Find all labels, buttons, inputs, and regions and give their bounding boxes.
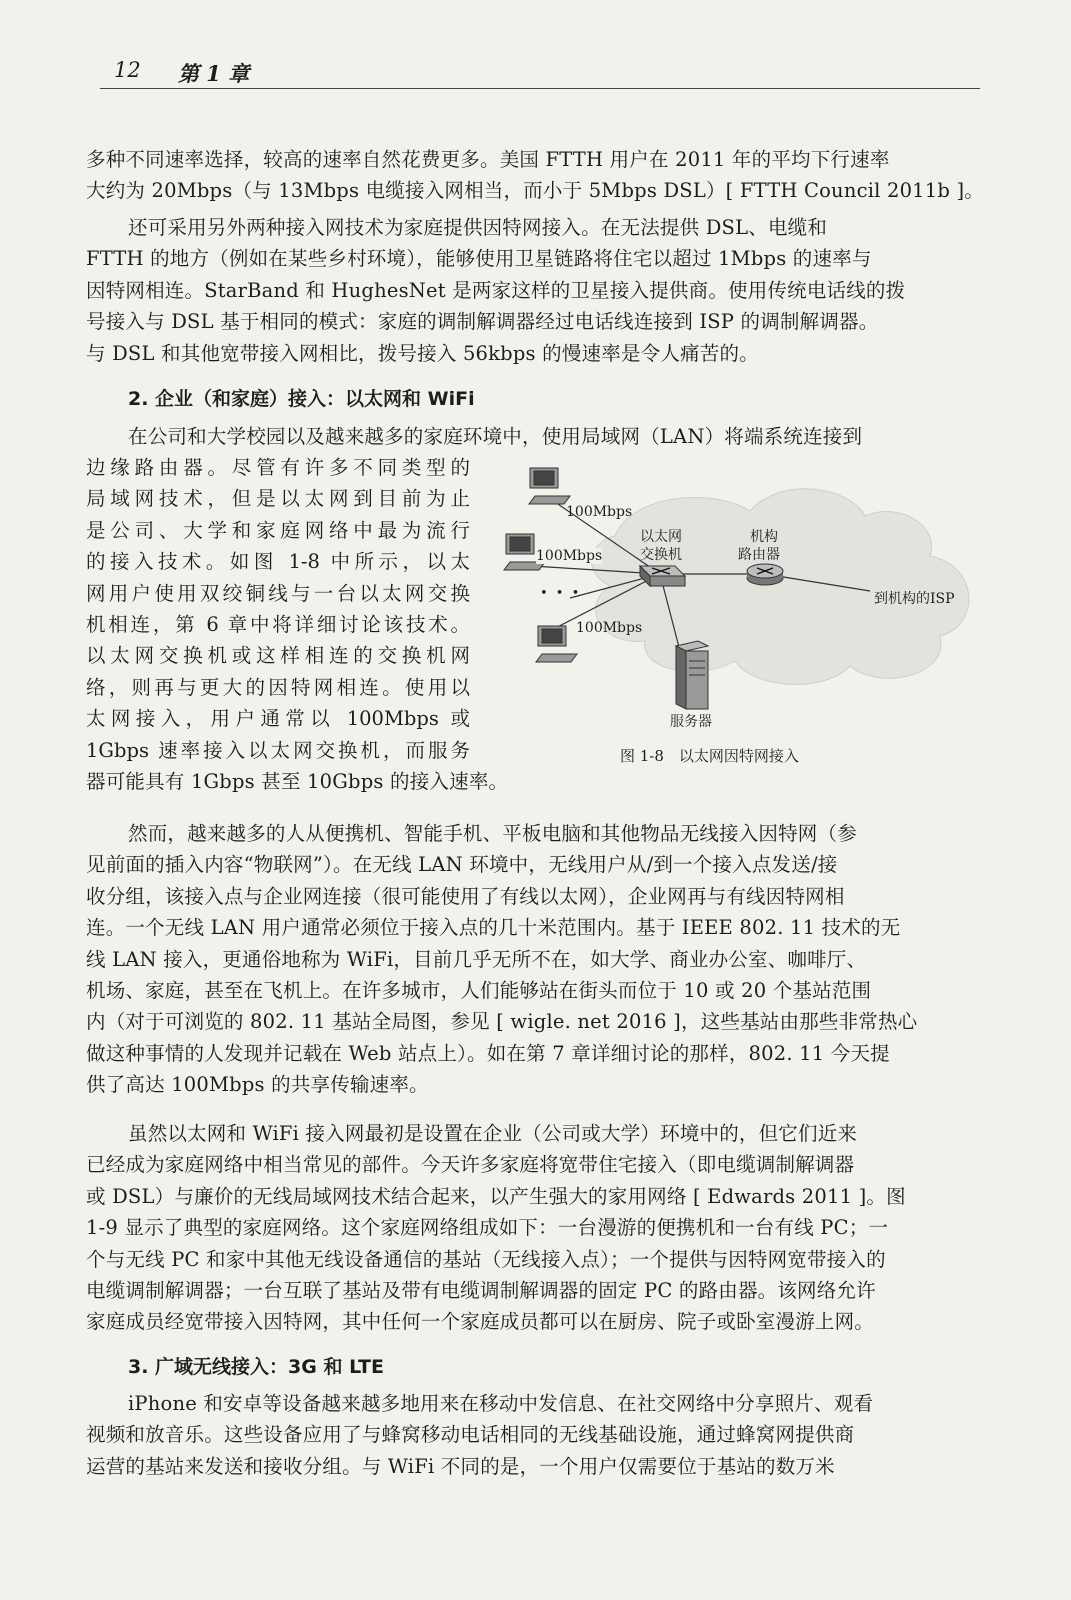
server-icon	[676, 641, 708, 709]
text-line: 收分组，该接入点与企业网连接（很可能使用了有线以太网），企业网再与有线因特网相	[86, 884, 845, 908]
computer-icon	[536, 626, 577, 662]
text-line: 电缆调制解调器；一台互联了基站及带有电缆调制解调器的固定 PC 的路由器。该网络允许	[86, 1279, 876, 1303]
text-line: 个与无线 PC 和家中其他无线设备通信的基站（无线接入点）；一个提供与因特网宽带接入的	[86, 1247, 886, 1271]
text-line: 大约为 20Mbps（与 13Mbps 电缆接入网相当，而小于 5Mbps DSL）[ FTTH Council 2011b ]。	[86, 179, 984, 203]
paragraph-4	[86, 818, 986, 1101]
text-line: 内（对于可浏览的 802. 11 基站全局图，参见 [ wigle. net 2016 ]，这些基站由那些非常热心	[86, 1010, 918, 1034]
text-line: 络，则再与更大的因特网相连。使用以	[86, 675, 470, 699]
chapter-title: 第 1 章	[178, 61, 250, 86]
text-line: 网用户使用双绞铜线与一台以太网交换	[86, 581, 470, 605]
text-line: 连。一个无线 LAN 用户通常必须位于接入点的几十米范围内。基于 IEEE 802. 11 技术的无	[86, 916, 901, 940]
server-label: 服务器	[670, 714, 712, 730]
text-line: 以太网交换机或这样相连的交换机网	[86, 644, 470, 668]
text-line: 虽然以太网和 WiFi 接入网最初是设置在企业（公司或大学）环境中的，但它们近来	[128, 1122, 858, 1145]
text-line: 家庭成员经宽带接入因特网，其中任何一个家庭成员都可以在厨房、院子或卧室漫游上网。	[86, 1310, 875, 1334]
text-line: 器可能具有 1Gbps 甚至 10Gbps 的接入速率。	[86, 770, 509, 793]
link-speed-label: 100Mbps	[566, 504, 633, 520]
text-line: iPhone 和安卓等设备越来越多地用来在移动中发信息、在社交网络中分享照片、观看	[128, 1392, 874, 1415]
switch-label: 交换机	[640, 547, 682, 563]
page-header	[100, 56, 980, 89]
ellipsis-dots: • • •	[540, 586, 582, 601]
router-icon	[747, 564, 783, 585]
text-line: 做这种事情的人发现并记载在 Web 站点上）。如在第 7 章详细讨论的那样，802. 11 今天提	[86, 1041, 890, 1065]
text-line: 供了高达 100Mbps 的共享传输速率。	[86, 1073, 429, 1097]
section-heading-3: 3. 广域无线接入：3G 和 LTE	[128, 1356, 384, 1378]
text-line: 是公司、大学和家庭网络中最为流行	[86, 518, 470, 542]
text-line: 1-9 显示了典型的家庭网络。这个家庭网络组成如下：一台漫游的便携机和一台有线 PC；一	[86, 1216, 889, 1240]
text-line: 或 DSL）与廉价的无线局域网技术结合起来，以产生强大的家用网络 [ Edwards 2011 ]。图	[86, 1184, 906, 1208]
computer-icon	[529, 468, 570, 504]
text-line: 然而，越来越多的人从便携机、智能手机、平板电脑和其他物品无线接入因特网（参	[128, 822, 857, 845]
switch-icon	[640, 566, 685, 586]
paragraph-3-first	[86, 421, 986, 452]
figure-ethernet-access	[480, 456, 985, 776]
section-heading-2: 2. 企业（和家庭）接入：以太网和 WiFi	[128, 388, 475, 410]
text-line: 已经成为家庭网络中相当常见的部件。今天许多家庭将宽带住宅接入（即电缆调制解调器	[86, 1153, 855, 1177]
network-cloud-shape	[591, 489, 968, 685]
text-line: 运营的基站来发送和接收分组。与 WiFi 不同的是，一个用户仅需要位于基站的数万米	[86, 1454, 835, 1478]
text-line: 机相连，第 6 章中将详细讨论该技术。	[86, 613, 470, 637]
paragraph-3-wrapped	[86, 452, 470, 766]
text-line: FTTH 的地方（例如在某些乡村环境），能够使用卫星链路将住宅以超过 1Mbps 的速率与	[86, 247, 872, 271]
text-line: 边缘路由器。尽管有许多不同类型的	[86, 456, 470, 479]
text-line: 还可采用另外两种接入网技术为家庭提供因特网接入。在无法提供 DSL、电缆和	[128, 216, 828, 239]
text-line: 局域网技术，但是以太网到目前为止	[86, 487, 470, 511]
text-line: 与 DSL 和其他宽带接入网相比，拨号接入 56kbps 的慢速率是令人痛苦的。	[86, 341, 759, 365]
text-line: 1Gbps 速率接入以太网交换机，而服务	[86, 738, 470, 762]
text-line: 因特网相连。StarBand 和 HughesNet 是两家这样的卫星接入提供商。使用传统电话线的拨	[86, 278, 906, 302]
text-line: 太网接入，用户通常以 100Mbps 或	[86, 707, 470, 731]
text-line: 的接入技术。如图 1-8 中所示，以太	[86, 550, 470, 574]
router-label: 机构	[750, 529, 778, 545]
paragraph-6	[86, 1388, 986, 1482]
link-speed-label: 100Mbps	[536, 548, 603, 564]
link-speed-label: 100Mbps	[576, 620, 643, 636]
paragraph-1	[86, 144, 986, 207]
text-line: 视频和放音乐。这些设备应用了与蜂窝移动电话相同的无线基础设施，通过蜂窝网提供商	[86, 1423, 855, 1447]
figure-caption: 图 1-8 以太网因特网接入	[620, 747, 799, 765]
text-line: 号接入与 DSL 基于相同的模式：家庭的调制解调器经过电话线连接到 ISP 的调制解调器。	[86, 310, 879, 334]
isp-label: 到机构的ISP	[874, 591, 955, 607]
text-line: 多种不同速率选择，较高的速率自然花费更多。美国 FTTH 用户在 2011 年的平均下行速率	[86, 148, 890, 171]
text-line: 见前面的插入内容“物联网”）。在无线 LAN 环境中，无线用户从/到一个接入点发送/接	[86, 853, 838, 877]
text-line: 线 LAN 接入，更通俗地称为 WiFi，目前几乎无所不在，如大学、商业办公室、咖啡厅、	[86, 947, 867, 971]
text-line: 机场、家庭，甚至在飞机上。在许多城市，人们能够站在街头而位于 10 或 20 个基站范围	[86, 979, 872, 1003]
page-number: 12	[114, 58, 141, 82]
text-line: 在公司和大学校园以及越来越多的家庭环境中，使用局域网（LAN）将端系统连接到	[128, 425, 863, 448]
switch-label: 以太网	[640, 529, 682, 545]
router-label: 路由器	[738, 547, 780, 563]
paragraph-5	[86, 1118, 986, 1338]
paragraph-2	[86, 212, 986, 369]
